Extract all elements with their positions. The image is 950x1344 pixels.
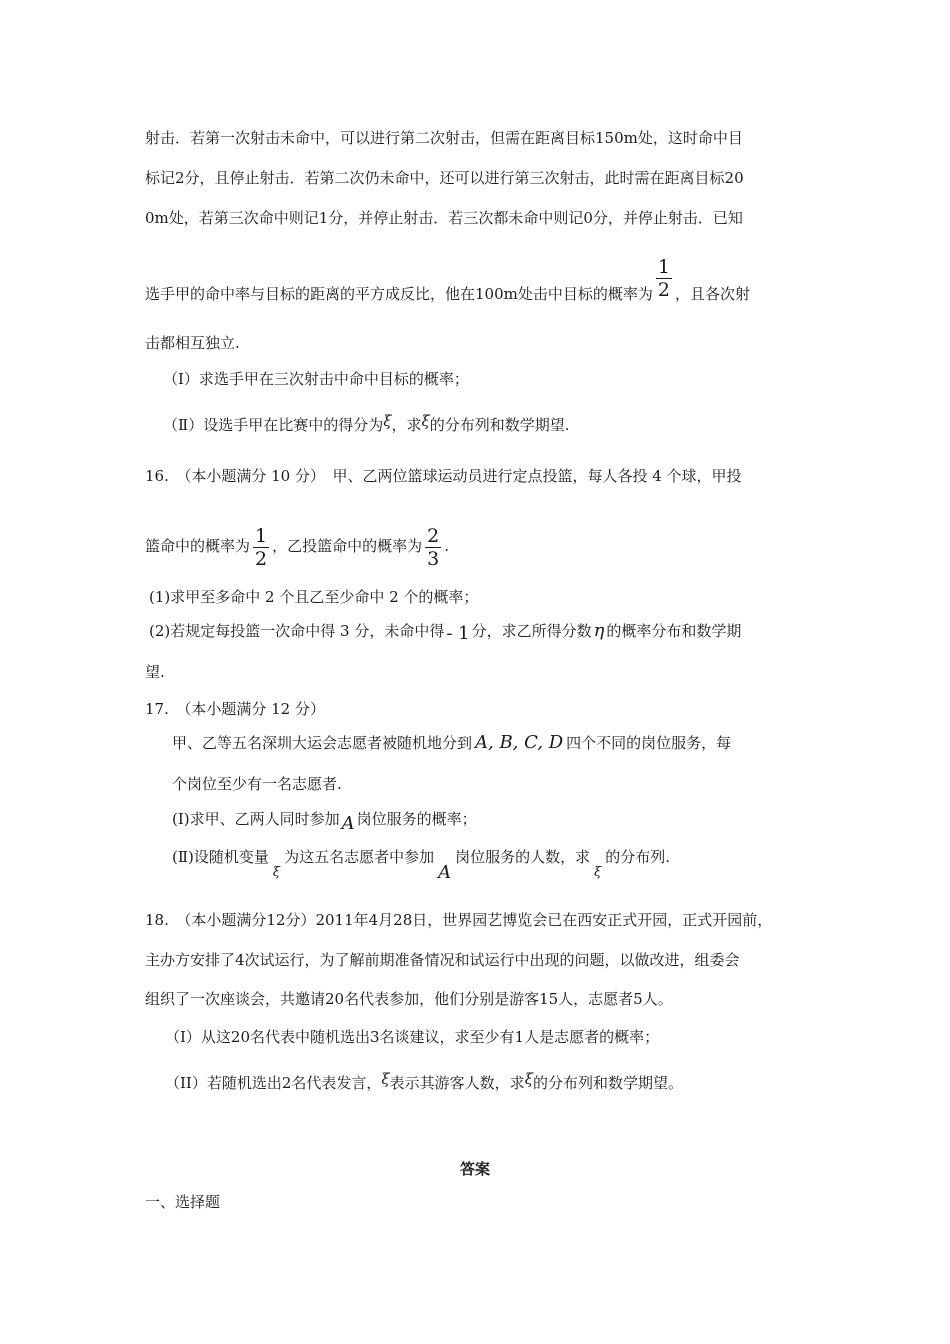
p18-q2-text-c: 的分布列和数学期望。 [532,1074,683,1092]
p15-line1: 射击．若第一次射击未命中，可以进行第二次射击，但需在距离目标150m处，这时命中目 [145,129,743,147]
xi-symbol: ξ [272,865,281,880]
p15-line4-post: ，且各次射 [674,285,750,303]
fraction-denominator: 2 [255,547,268,570]
p15-line5: 击都相互独立. [145,334,240,352]
p18-line1: 18. （本小题满分12分）2011年4月28日，世界园艺博览会已在西安正式开园，正式开园前， [145,911,773,929]
p17-question2 [172,847,670,883]
xi-symbol: ξ [594,865,602,880]
p15-q2-text-b: ，求 [391,416,422,434]
p15-line4-pre: 选手甲的命中率与目标的距离的平方成反比，他在100m处击中目标的概率为 [145,285,653,303]
p17-q1-text-a: (Ⅰ)求甲、乙两人同时参加 [172,810,340,828]
answer-section-1: 一、选择题 [145,1193,221,1211]
answer-heading: 答案 [459,1160,490,1178]
post-a-symbol: A [341,813,355,834]
eta-symbol: η [593,620,605,641]
p15-line3: 0m处，若第三次命中则记1分，并停止射击．若三次都未命中则记0分，并停止射击．已知 [145,209,743,227]
p18-line3: 组织了一次座谈会，共邀请20名代表参加，他们分别是游客15人，志愿者5人。 [145,990,673,1008]
p17-title: 17. （本小题满分 12 分） [145,700,325,718]
xi-symbol: ξ [524,1070,533,1088]
p18-question2 [165,1069,683,1093]
p17-line2: 个岗位至少有一名志愿者. [172,775,342,793]
p17-line1 [172,733,731,753]
p15-line2: 标记2分，且停止射击．若第二次仍未命中，还可以进行第三次射击，此时需在距离目标20 [145,169,744,187]
p16-q2-text-a: (2)若规定每投篮一次命中得 3 分，未命中得 [149,622,445,640]
p18-line2: 主办方安排了4次试运行，为了解前期准备情况和试运行中出现的问题，以做改进，组委会 [145,951,740,969]
p16-question1: (1)求甲至多命中 2 个且乙至少命中 2 个的概率； [149,588,479,606]
fraction-one-half [656,256,672,301]
p18-q2-text-b: 表示其游客人数，求 [389,1074,525,1092]
p15-q2-text-c: 的分布列和数学期望. [429,416,570,434]
p16-question2 [149,621,741,644]
minus-one-value: - 1 [446,623,470,644]
post-labels: A, B, C, D [475,732,564,753]
fraction-numerator: 2 [427,524,440,547]
p16-q2-text-c: 的概率分布和数学期 [606,622,742,640]
p16-line2 [145,520,449,572]
fraction-numerator: 1 [255,524,268,547]
p17-line1-text-a: 甲、乙等五名深圳大运会志愿者被随机地分到 [172,734,473,752]
p16-q2-text-b: 分，求乙所得分数 [471,622,592,640]
xi-symbol: ξ [381,1070,390,1088]
p17-line1-text-b: 四个不同的岗位服务，每 [566,734,732,752]
p16-line2-text-b: ，乙投篮命中的概率为 [272,537,423,555]
p17-question1 [172,809,477,834]
fraction-denominator: 3 [427,547,440,570]
p17-q2-text-b: 为这五名志愿者中参加 [284,848,435,866]
p16-line2-text-a: 篮命中的概率为 [145,537,251,555]
p15-q2-text-a: （Ⅱ）设选手甲在比赛中的得分为 [163,416,384,434]
p18-q2-text-a: （II）若随机选出2名代表发言， [165,1074,382,1092]
p15-question2 [163,411,570,435]
p16-line2-text-c: . [444,537,449,555]
fraction-two-thirds [425,525,441,570]
p15-line4 [145,256,750,320]
p15-question1: （Ⅰ）求选手甲在三次射击中命中目标的概率； [163,370,469,388]
p17-q1-text-b: 岗位服务的概率； [356,810,477,828]
post-a-symbol: A [438,862,452,883]
xi-symbol: ξ [421,412,430,430]
xi-symbol: ξ [383,412,392,430]
fraction-denominator: 2 [657,279,670,301]
fraction-numerator: 1 [657,256,670,278]
p17-q2-text-a: (Ⅱ)设随机变量 [172,848,269,866]
fraction-one-half [253,525,269,570]
p16-question2-end: 望. [145,663,165,681]
p18-question1: （I）从这20名代表中随机选出3名谈建议，求至少有1人是志愿者的概率； [165,1028,660,1046]
p17-q2-text-d: 的分布列. [605,848,671,866]
p16-line1: 16. （本小题满分 10 分） 甲、乙两位篮球运动员进行定点投篮，每人各投 4 个球，甲投 [145,467,742,485]
p17-q2-text-c: 岗位服务的人数，求 [455,848,591,866]
